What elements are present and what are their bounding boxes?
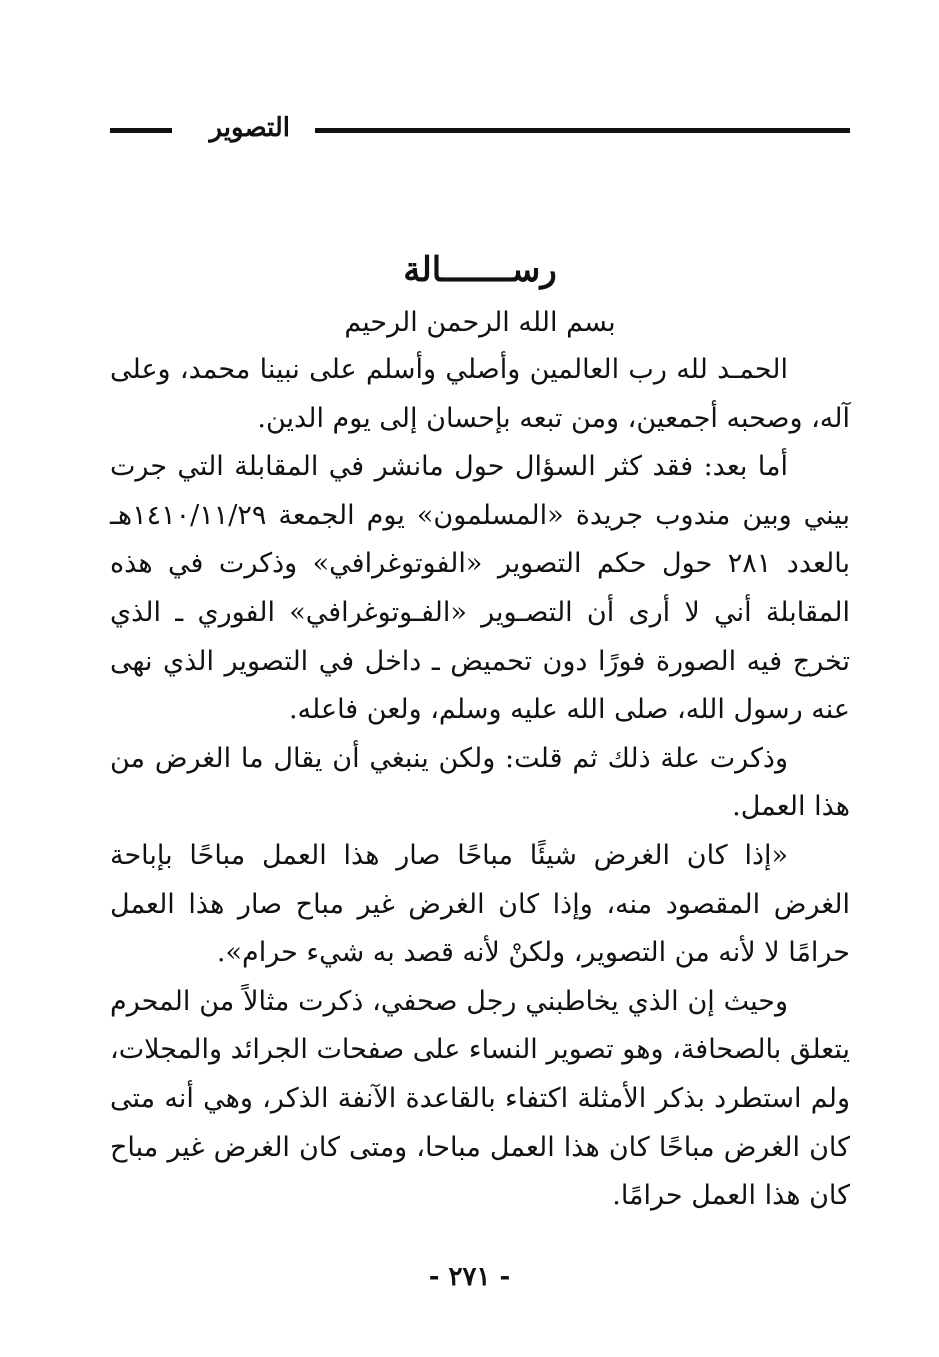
paragraph-quote: «إذا كان الغرض شيئًا مباحًا صار هذا العمل مباحًا بإباحة الغرض المقصود منه، وإذا كان الغرض غير مباح صار هذا العمل حرامًا لا لأنه من التصوير، ولكنْ لأنه قصد به شيء حرام».: [110, 839, 850, 969]
header-rule-left: [110, 128, 172, 133]
paragraph-praise: الحمـد لله رب العالمين وأصلي وأسلم على نبينا محمد، وعلى آله، وصحبه أجمعين، ومن تبعه بإحسان إلى يوم الدين.: [110, 354, 850, 434]
page-number: - ٢٧١ -: [428, 1262, 511, 1292]
document-title: رســـــــالة: [403, 250, 557, 290]
main-text: [110, 240, 850, 1221]
paragraph-interview: أما بعد: فقد كثر السؤال حول مانشر في المقابلة التي جرت بيني وبين مندوب جريدة «المسلمون» يوم الجمعة ١٤١٠/١١/٢٩هـ بالعدد ٢٨١ حول حكم التصوير «الفوتوغرافي» وذكرت في هذه المقابلة أني لا أرى أن التصـوير «الفـوتوغرافي» الفوري ـ الذي تخرج فيه الصورة فورًا دون تحميض ـ داخل في التصوير الذي نهى عنه رسول الله، صلى الله عليه وسلم، ولعن فاعله.: [110, 451, 850, 726]
running-header-title: التصوير: [209, 113, 290, 143]
paragraph-reason: وذكرت علة ذلك ثم قلت: ولكن ينبغي أن يقال ما الغرض من هذا العمل.: [110, 742, 850, 823]
running-header: [110, 108, 850, 148]
paragraph-example: وحيث إن الذي يخاطبني رجل صحفي، ذكرت مثالاً من المحرم يتعلق بالصحافة، وهو تصوير النساء على صفحات الجرائد والمجلات، ولم استطرد بذكر الأمثلة اكتفاء بالقاعدة الآنفة الذكر، وهي أنه متى كان الغرض مباحًا كان هذا العمل مباحا، ومتى كان الغرض غير مباح كان هذا العمل حرامًا.: [110, 985, 850, 1212]
header-rule-right: [315, 128, 850, 133]
basmala: بسم الله الرحمن الرحيم: [344, 307, 616, 338]
